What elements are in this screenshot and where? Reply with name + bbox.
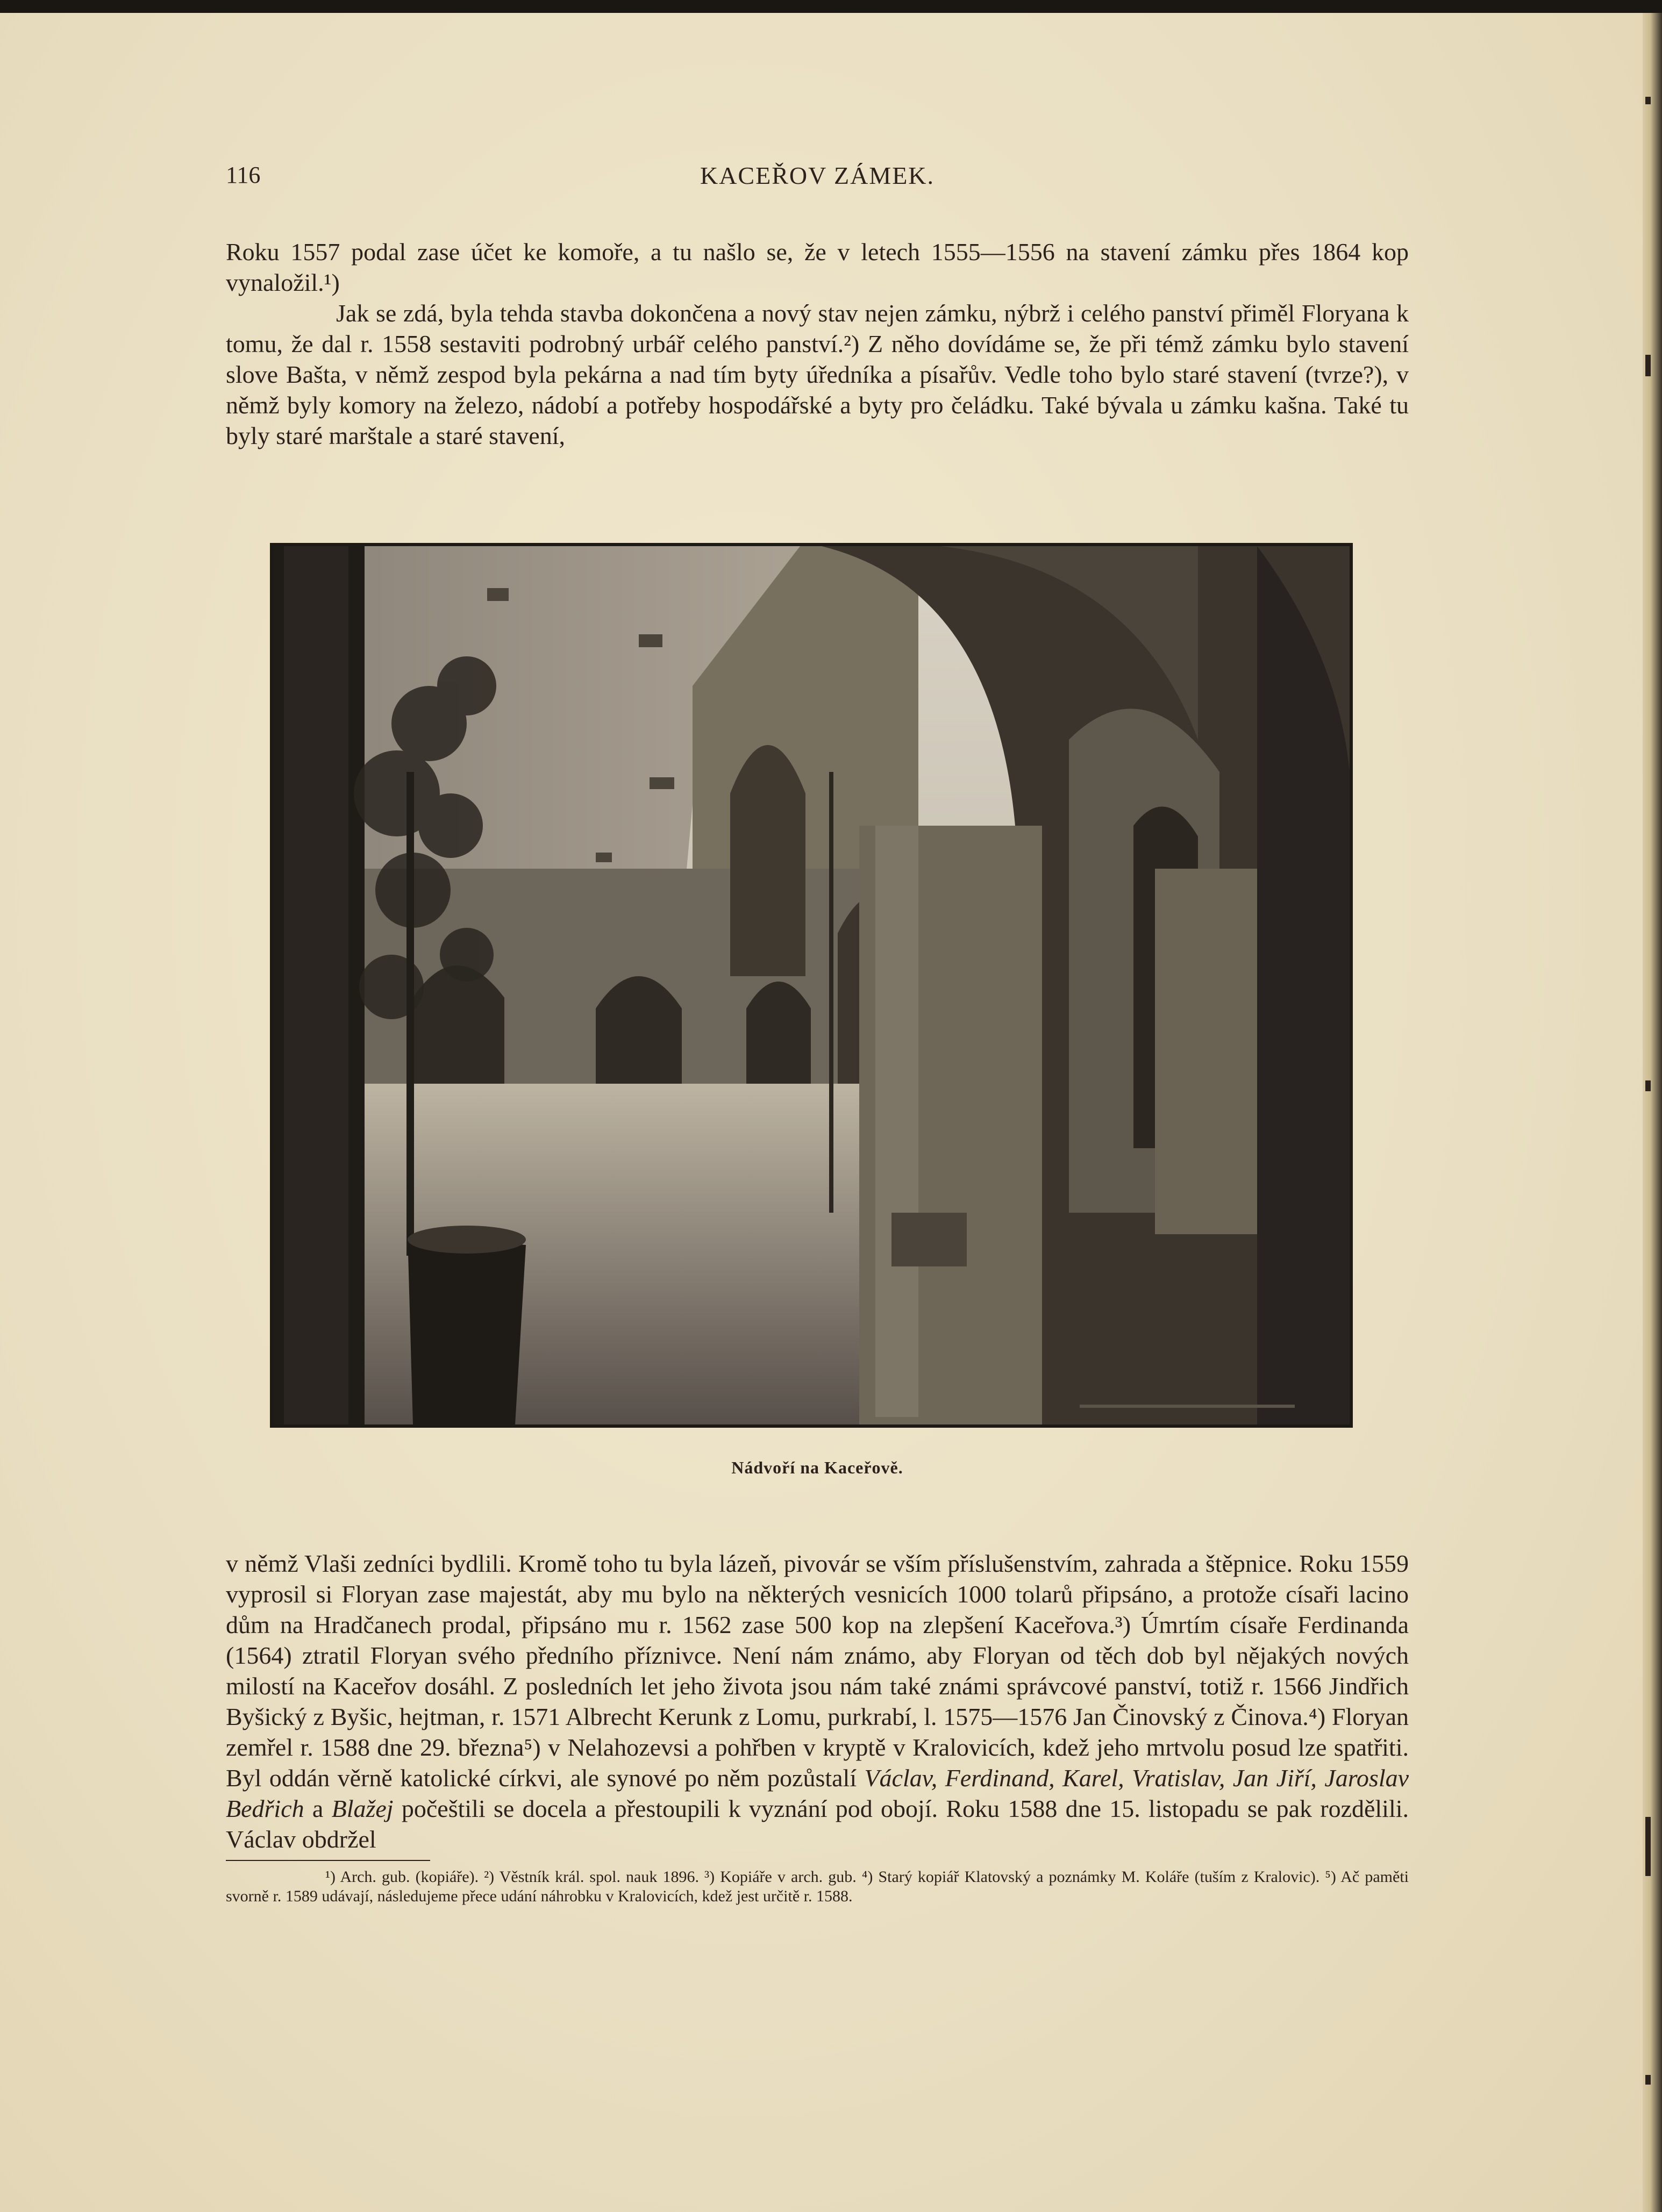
text-run: a [312, 1795, 324, 1822]
footnote-divider [226, 1860, 430, 1861]
figure-caption: Nádvoří na Kaceřově. [731, 1458, 903, 1477]
bottom-text-block [226, 1548, 1409, 1855]
edge-mark [1645, 355, 1651, 376]
top-text-block [226, 237, 1409, 451]
page-number: 116 [226, 162, 261, 188]
footnotes [226, 1867, 1409, 1906]
sons-names: Václav, Ferdinand, Karel, Vratislav, Jan Jiří, Jaroslav Bedřich [226, 1764, 1409, 1822]
edge-mark [1645, 1080, 1651, 1091]
last-son-name: Blažej [331, 1795, 394, 1822]
page-header [226, 161, 1409, 204]
edge-mark [1645, 97, 1651, 104]
running-title: KACEŘOV ZÁMEK. [700, 162, 935, 189]
text-run: v němž Vlaši zedníci bydlili. Kromě toho tu byla lázeň, pivovár se vším příslušenstvím, zahrada a štěpnice. Roku 1559 vyprosil si Floryan zase majestát, aby mu bylo na některých vesnicích 1000 tolarů připsáno, a protože císaři lacino dům na Hradčanech prodal, připsáno mu r. 1562 zase 500 kop na zlepšení Kaceřova.³) Úmrtím císaře Ferdinanda (1564) ztratil Floryan svého předního příznivce. Není nám známo, aby Floryan od těch dob byl nějakých nových milostí na Kaceřov dosáhl. Z posledních let jeho života jsou nám také známi správcové panství, totiž r. 1566 Jindřich Byšický z Byšic, hejtman, r. 1571 Albrecht Kerunk z Lomu, purkrabí, l. 1575—1576 Jan Činovský z Činova.⁴) Floryan zemřel r. 1588 dne 29. března⁵) v Nelahozevsi a pohřben v kryptě v Kralovicích, kdež jeho mrtvolu posud lze spatřiti. Byl oddán věrně katolické církvi, ale synové po něm pozůstalí [226, 1550, 1409, 1792]
page-edge [1643, 13, 1662, 2212]
courtyard-engraving [273, 546, 1350, 1424]
paragraph: Jak se zdá, byla tehda stavba dokončena a nový stav nejen zámku, nýbrž i celého panství přiměl Floryana k tomu, že dal r. 1558 sestaviti podrobný urbář celého panství.²) Z něho dovídáme se, že při témž zámku bylo stavení slove Bašta, v němž zespod byla pekárna a nad tím byty úředníka a písařův. Vedle toho bylo staré stavení (tvrze?), v němž byly komory na železo, nádobí a potřeby hospodářské a byty pro čeládku. Také bývala u zámku kašna. Také tu byly staré marštale a staré stavení, [226, 299, 1409, 449]
text-run: počeštili se docela a přestoupili k vyznání pod obojí. Roku 1588 dne 15. listopadu se pak rozdělili. Václav obdržel [226, 1795, 1409, 1853]
edge-mark [1645, 1817, 1651, 1876]
paragraph [226, 1548, 1409, 1855]
courtyard-illustration [273, 546, 1350, 1424]
edge-mark [1645, 2075, 1651, 2085]
paragraph: Roku 1557 podal zase účet ke komoře, a tu našlo se, že v letech 1555—1556 na stavení zámku přes 1864 kop vynaložil.¹) [226, 238, 1409, 296]
footnote-text: ¹) Arch. gub. (kopiáře). ²) Věstník král. spol. nauk 1896. ³) Kopiáře v arch. gub. ⁴) Starý kopiář Klatovský a poznámky M. Koláře (tuším z Kralovic). ⁵) Ač paměti svorně r. 1589 udávají, následujeme přece udání náhrobku v Kralovicích, kdež jest určitě r. 1588. [226, 1868, 1409, 1905]
